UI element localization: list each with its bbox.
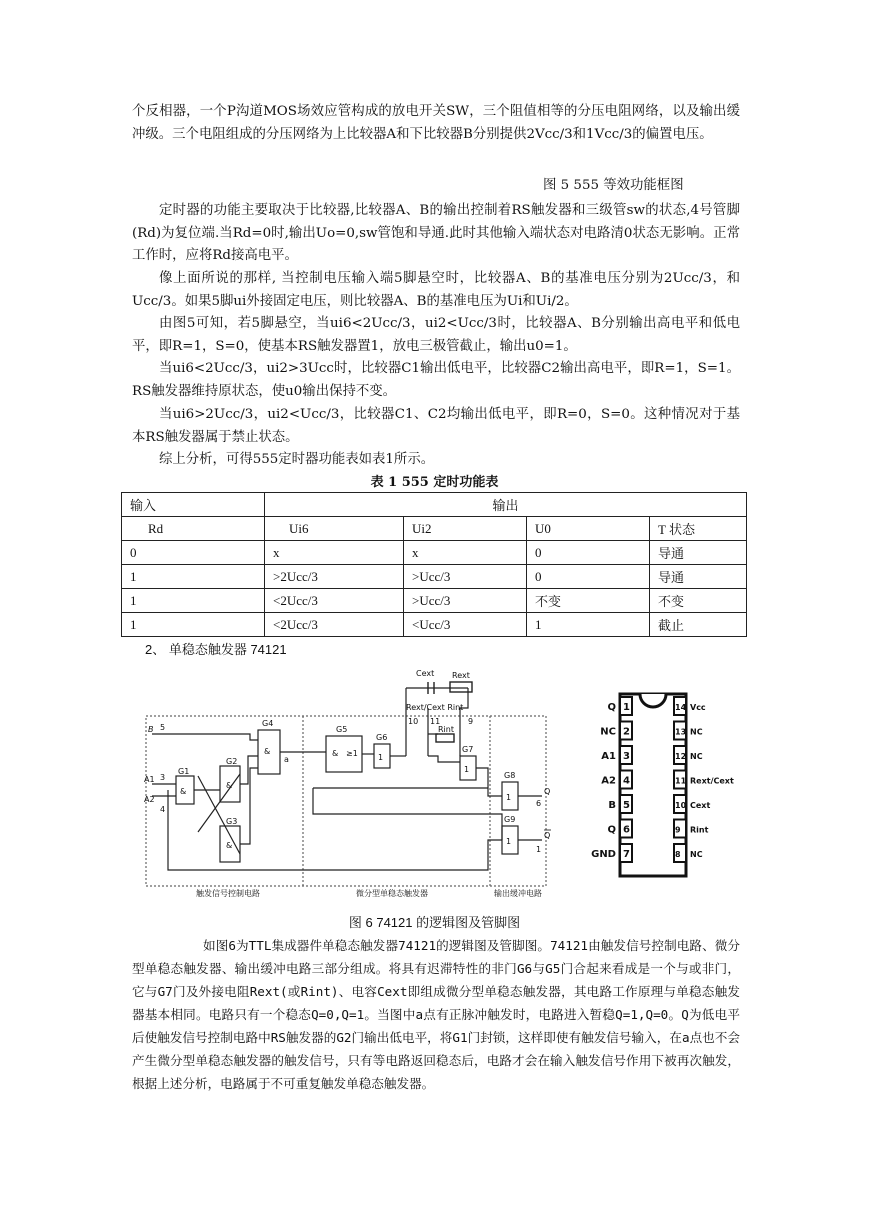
- logic-diagram-74121: [138, 664, 558, 902]
- g7-not-symbol: 1: [464, 765, 470, 774]
- table-cell: x: [404, 541, 527, 565]
- pin-name: Rint: [690, 825, 709, 835]
- section-trigger-control: 触发信号控制电路: [196, 889, 260, 898]
- pin-number: 4: [623, 775, 630, 787]
- pin-name: Rext/Cext: [690, 776, 734, 786]
- table-cell: 导通: [650, 565, 747, 589]
- table-row: [122, 565, 747, 589]
- table-cell: <2Ucc/3: [265, 589, 404, 613]
- table-cell: >2Ucc/3: [265, 565, 404, 589]
- g2-and-symbol: &: [226, 781, 233, 790]
- g5-or-symbol: ≥1: [346, 749, 358, 758]
- pin-11-label: 11: [430, 717, 441, 726]
- pin-name: A1: [601, 751, 616, 762]
- pin-1-label: 1: [536, 845, 542, 854]
- g8-label: G8: [504, 771, 516, 780]
- paragraph-intro: 个反相器，一个P沟道MOS场效应管构成的放电开关SW，三个阻值相等的分压电阻网络，以及输出缓冲级。三个电阻组成的分压网络为上比较器A和下比较器B分别提供2Vcc/3和1Vcc/3的偏置电压。: [132, 104, 740, 142]
- table-cell: 截止: [650, 613, 747, 637]
- table-cell: 不变: [527, 589, 650, 613]
- pin-number: 6: [623, 824, 630, 836]
- pin-number: 1: [623, 702, 630, 713]
- cext-label: Cext: [416, 669, 435, 678]
- pin-9-label: 9: [468, 717, 474, 726]
- table-cell: 0: [527, 565, 650, 589]
- g1-label: G1: [178, 767, 190, 776]
- pin-5-label: 5: [160, 723, 166, 732]
- pin-number: 8: [675, 850, 681, 859]
- table-555-function: [121, 492, 747, 637]
- section-heading-74121: 2、 单稳态触发器 74121: [145, 642, 287, 657]
- pinout-diagram-74121: [584, 690, 734, 880]
- table-group-output: 输出: [265, 493, 747, 517]
- pin-number: 14: [675, 703, 687, 712]
- table-cell: 1: [527, 613, 650, 637]
- g3-and-symbol: &: [226, 841, 233, 850]
- pin-6-label: 6: [536, 799, 542, 808]
- pin-name: Q: [607, 824, 616, 836]
- pin-name: NC: [690, 727, 703, 737]
- input-b-label: B: [148, 725, 154, 734]
- g9-label: G9: [504, 815, 516, 824]
- node-a-label: a: [284, 755, 289, 764]
- pin-number: 10: [675, 801, 687, 810]
- table-row: [122, 541, 747, 565]
- table-cell: >Ucc/3: [404, 589, 527, 613]
- input-a2-label: A2: [144, 795, 155, 804]
- table-cell: 1: [122, 589, 265, 613]
- g4-and-symbol: &: [264, 747, 271, 756]
- table-cell: >Ucc/3: [404, 565, 527, 589]
- pin-4-label: 4: [160, 805, 166, 814]
- pins-top-label: Rext/Cext Rint: [406, 703, 464, 712]
- g5-and-symbol: &: [332, 749, 339, 758]
- g9-not-symbol: 1: [506, 837, 512, 846]
- table-cell: 导通: [650, 541, 747, 565]
- chip-notch: [640, 694, 666, 707]
- g2-label: G2: [226, 757, 238, 766]
- pin-number: 9: [675, 825, 681, 835]
- paragraph-control-voltage: 像上面所说的那样, 当控制电压输入端5脚悬空时，比较器A、B的基准电压分别为2Ucc/3，和Ucc/3。如果5脚ui外接固定电压，则比较器A、B的基准电压为Ui和Ui/2。: [132, 271, 740, 309]
- g7-label: G7: [462, 745, 474, 754]
- table-group-input: 输入: [122, 493, 265, 517]
- pin-number: 12: [675, 752, 687, 761]
- pin-number: 2: [623, 726, 630, 738]
- output-qbar-label: Q: [544, 831, 551, 840]
- g1-and-symbol: &: [180, 787, 187, 796]
- paragraph-summary: 综上分析，可得555定时器功能表如表1所示。: [159, 452, 435, 467]
- section-differential-monostable: 微分型单稳态触发器: [356, 889, 428, 898]
- table-group-header-row: [122, 493, 747, 517]
- pin-name: GND: [591, 849, 616, 860]
- pin-number: 5: [623, 800, 630, 811]
- pin-name: Vcc: [690, 703, 706, 712]
- table-header-rd: Rd: [122, 517, 265, 541]
- table-1-title: 表 1 555 定时功能表: [370, 475, 499, 490]
- pin-name: A2: [601, 775, 616, 787]
- g3-label: G3: [226, 817, 238, 826]
- pin-name: B: [608, 800, 616, 811]
- pin-3-label: 3: [160, 773, 166, 782]
- paragraph-case-2: 当ui6<2Ucc/3，ui2>3Ucc时，比较器C1输出低电平，比较器C2输出高电平，即R=1，S=1。 RS触发器维持原状态，使u0输出保持不变。: [132, 361, 740, 399]
- pin-name: Q: [607, 702, 616, 713]
- table-header-ui6: Ui6: [265, 517, 404, 541]
- output-q-label: Q: [544, 787, 551, 796]
- table-header-u0: U0: [527, 517, 650, 541]
- paragraph-function: 定时器的功能主要取决于比较器,比较器A、B的输出控制着RS触发器和三级管sw的状态,4号管脚(Rd)为复位端.当Rd=0时,输出Uo=0,sw管饱和导通.此时其他输入端状态对电路清0状态无影响。正常工作时，应将Rd接高电平。: [132, 203, 740, 264]
- table-cell: 1: [122, 613, 265, 637]
- table-row: [122, 589, 747, 613]
- paragraph-case-3: 当ui6>2Ucc/3，ui2<Ucc/3，比较器C1、C2均输出低电平，即R=0，S=0。这种情况对于基本RS触发器属于禁止状态。: [132, 407, 740, 445]
- pin-number: 11: [675, 776, 687, 786]
- g5-label: G5: [336, 725, 348, 734]
- table-cell: 0: [122, 541, 265, 565]
- rint-label: Rint: [438, 725, 454, 734]
- paragraph-case-1: 由图5可知，若5脚悬空，当ui6<2Ucc/3，ui2<Ucc/3时，比较器A、B分别输出高电平和低电平，即R=1，S=0，使基本RS触发器置1，放电三极管截止，输出u0=1。: [132, 316, 740, 354]
- table-row: [122, 613, 747, 637]
- pin-number: 3: [623, 751, 630, 762]
- pin-name: NC: [600, 726, 616, 738]
- table-header-row: [122, 517, 747, 541]
- figure-5-caption: 图 5 555 等效功能框图: [543, 178, 684, 193]
- pin-name: Cext: [690, 801, 711, 810]
- section-output-buffer: 输出缓冲电路: [494, 889, 542, 898]
- g8-not-symbol: 1: [506, 793, 512, 802]
- table-header-ui2: Ui2: [404, 517, 527, 541]
- figure-6-caption: 图 6 74121 的逻辑图及管脚图: [348, 915, 521, 930]
- paragraph-74121: 如图6为TTL集成器件单稳态触发器74121的逻辑图及管脚图。74121由触发信号控制电路、微分型单稳态触发器、输出缓冲电路三部分组成。将具有迟滞特性的非门G6与G5门合起来看成是一个与或非门，它与G7门及外接电阻Rext(或Rint)、电容Cext即组成微分型单稳态触发器，其电路工作原理与单稳态触发器基本相同。电路只有一个稳态Q=0,Q=1。当图中a点有正脉冲触发时，电路进入暂稳Q=1,Q=0。Q为低电平后使触发信号控制电路中RS触发器的G2门输出低电平，将G1门封锁，这样即使有触发信号输入，在a点也不会产生微分型单稳态触发器的触发信号，只有等电路返回稳态后，电路才会在输入触发信号作用下被再次触发，根据上述分析，电路属于不可重复触发单稳态触发器。: [132, 938, 740, 1091]
- pin-number: 7: [623, 849, 630, 860]
- pin-number: 13: [675, 727, 687, 737]
- table-cell: 不变: [650, 589, 747, 613]
- table-header-t-state: T 状态: [650, 517, 747, 541]
- table-cell: <Ucc/3: [404, 613, 527, 637]
- g4-label: G4: [262, 719, 274, 728]
- pin-name: NC: [690, 850, 703, 859]
- pin-10-label: 10: [408, 717, 419, 726]
- rext-label: Rext: [452, 671, 470, 680]
- table-cell: 0: [527, 541, 650, 565]
- pin-name: NC: [690, 752, 703, 761]
- table-cell: <2Ucc/3: [265, 613, 404, 637]
- g6-label: G6: [376, 733, 388, 742]
- input-a1-label: A1: [144, 775, 155, 784]
- table-cell: x: [265, 541, 404, 565]
- g6-not-symbol: 1: [378, 753, 384, 762]
- table-cell: 1: [122, 565, 265, 589]
